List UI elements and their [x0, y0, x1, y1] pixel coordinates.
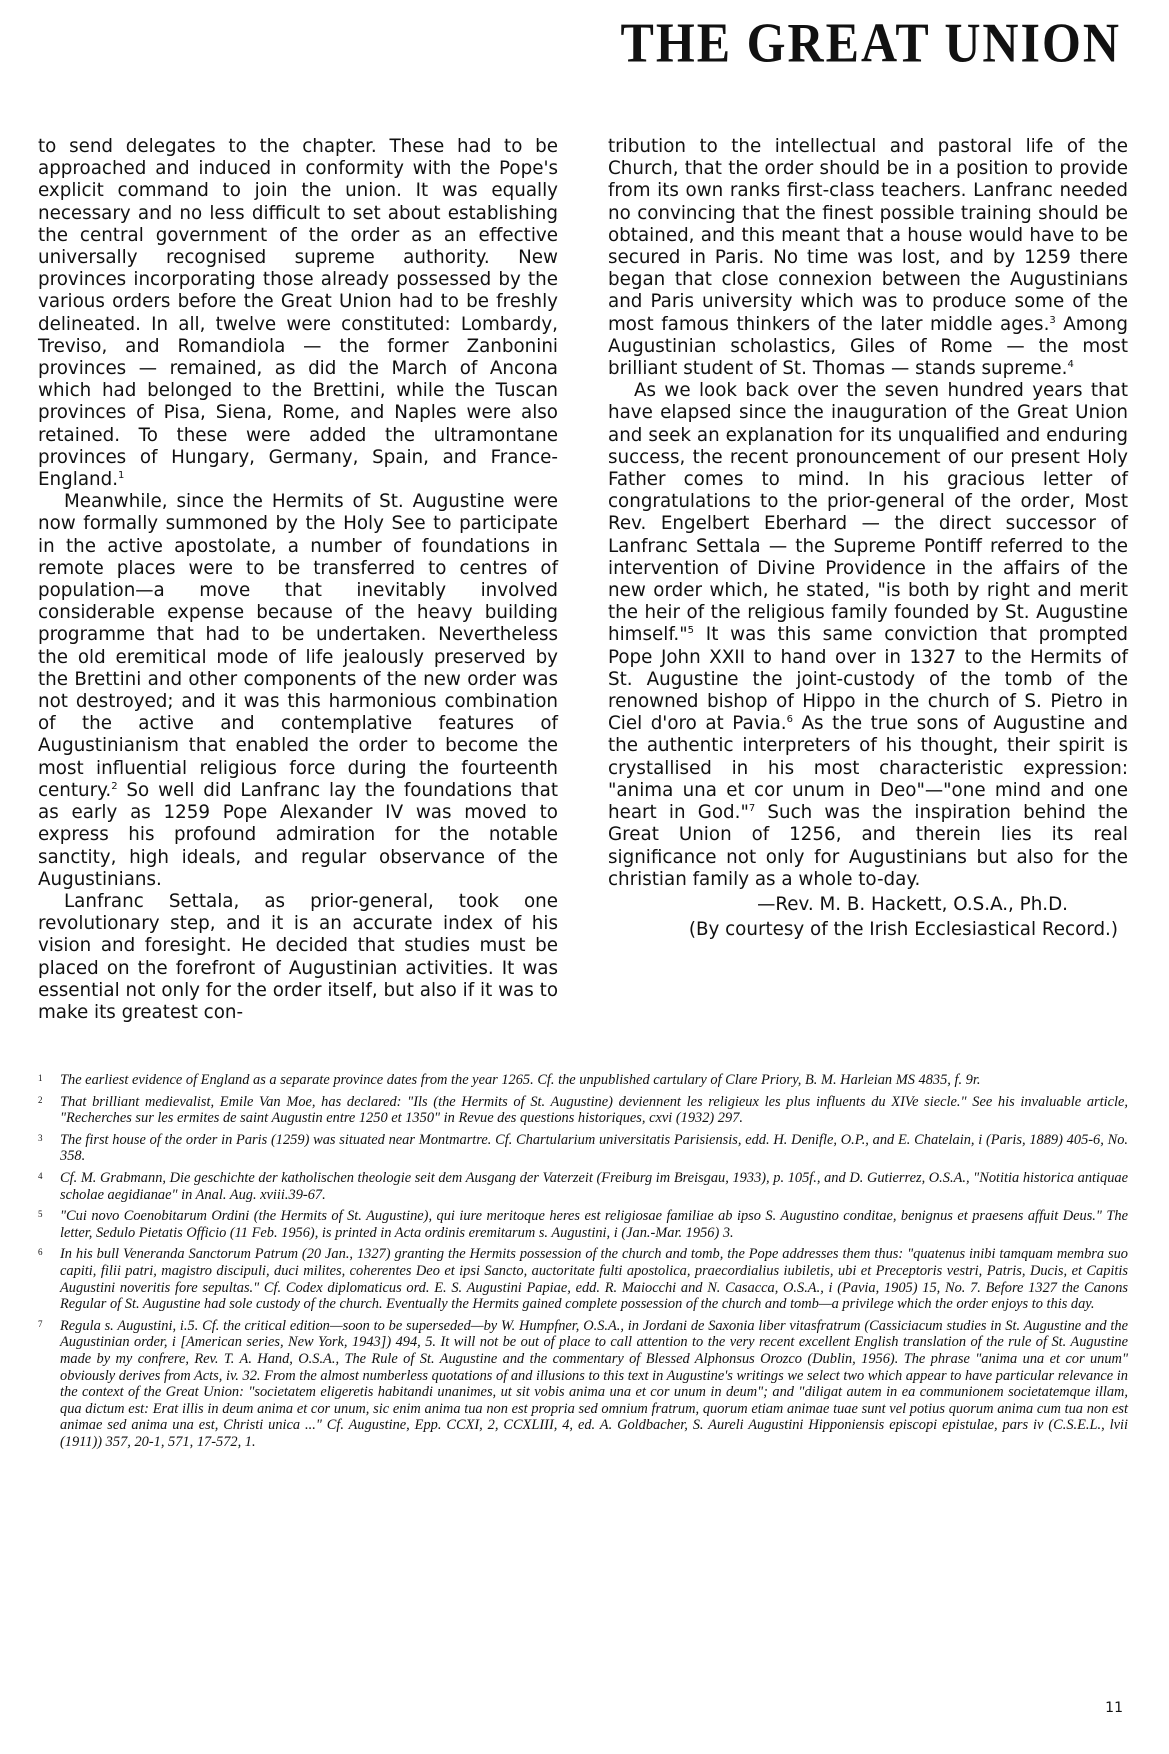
footnotes	[38, 1072, 1128, 1455]
footnote-number: 1	[38, 1073, 43, 1083]
footnote: 5 "Cui novo Coenobitarum Ordini (the Hermits of St. Augustine), qui iure meritoque heres est religiosae familiae ab ipso S. Augustino conditae, benignus et praesens affuit Deus." The letter, Sedulo Pietatis Officio (11 Feb. 1956), is printed in Acta ordinis eremitarum s. Augustini, i (Jan.-Mar. 1956) 3.	[38, 1208, 1128, 1241]
paragraph: Lanfranc Settala, as prior-general, took one revolutionary step, and it is an accurate index of his vision and foresight. He decided that studies must be placed on the forefront of Augustinian activities. It was essential not only for the order itself, but also if it was to make its greatest con-	[38, 890, 558, 1023]
footnote: 3 The first house of the order in Paris (1259) was situated near Montmartre. Cf. Chartularium universitatis Parisiensis, edd. H. Denifle, O.P., and E. Chatelain, i (Paris, 1889) 405-6, No. 358.	[38, 1131, 1128, 1165]
footnote-ref[interactable]: 3	[1049, 314, 1056, 326]
footnote-number: 6	[38, 1247, 43, 1258]
paragraph: As we look back over the seven hundred years that have elapsed since the inauguration of the Great Union and seek an explanation for its unqualified and enduring success, the recent pronouncement of our present Holy Father comes to mind. In his gracious letter of congratulations to the prior-general of the order, Most Rev. Engelbert Eberhard — the direct successor of Lanfranc Settala — the Supreme Pontiff referred to the intervention of Divine Providence in the affairs of the new order which, he stated, "is both by right and merit the heir of the religious family founded by St. Augustine himself."$^5$ It was this same conviction that prompted Pope John XXII to hand over in 1327 to the Hermits of St. Augustine the joint-custody of the tomb of the renowned bishop of Hippo in the church of S. Pietro in Ciel d'oro at Pavia.$^6$ As the true sons of Augustine and the authentic interpreters of his thought, their spirit is crystallised in his most characteristic expression: "anima una et cor unum in Deo"—"one mind and one heart in God."$^7$ Such was the inspiration behind the Great Union of 1256, and therein lies its real significance not only for Augustinians but also for the christian family as a whole to-day.	[608, 380, 1129, 890]
footnote: 4 Cf. M. Grabmann, Die geschichte der katholischen theologie seit dem Ausgang der Vaterzeit (Freiburg im Breisgau, 1933), p. 105f., and D. Gutierrez, O.S.A., "Notitia historica antiquae scholae aegidianae" in Anal. Aug. xviii.39-67.	[38, 1169, 1128, 1203]
footnote-number: 3	[38, 1132, 43, 1143]
page-number: 11	[1105, 1700, 1123, 1716]
footnote-ref[interactable]: 6	[786, 714, 793, 726]
paragraph: Meanwhile, since the Hermits of St. Augustine were now formally summoned by the Holy See to participate in the active apostolate, a number of foundations in remote places were to be transferred to centres of population—a move that inevitably involved considerable expense because of the heavy building programme that had to be undertaken. Nevertheless the old eremitical mode of life jealously preserved by the Brettini and other components of the new order was not destroyed; and it was this harmonious combination of the active and contemplative features of Augustinianism that enabled the order to become the most influential religious force during the fourteenth century.$^2$ So well did Lanfranc lay the foundations that as early as 1259 Pope Alexander IV was moved to express his profound admiration for the notable sanctity, high ideals, and regular observance of the Augustinians.	[38, 491, 558, 890]
page-header-title: THE GREAT UNION	[620, 11, 1121, 74]
footnote: 2 That brilliant medievalist, Emile Van Moe, has declared: "Ils (the Hermits of St. Augustine) deviennent les religieux les plus influents du XIVe siecle." See his invaluable article, "Recherches sur les ermites de saint Augustin entre 1250 et 1350" in Revue des questions historiques, cxvi (1932) 297.	[38, 1093, 1128, 1127]
footnote-ref[interactable]: 2	[111, 780, 118, 792]
paragraph: tribution to the intellectual and pastoral life of the Church, that the order should be in a position to provide from its own ranks first-class teachers. Lanfranc needed no convincing that the finest possible training should be obtained, and this meant that a house would have to be secured in Paris. No time was lost, and by 1259 there began that close connexion between the Augustinians and Paris university which was to produce some of the most famous thinkers of the later middle ages.$^3$ Among Augustinian scholastics, Giles of Rome — the most brilliant student of St. Thomas — stands supreme.$^4$	[608, 136, 1128, 380]
footnote-ref[interactable]: 7	[748, 803, 756, 814]
footnote: 7 Regula s. Augustini, i.5. Cf. the critical edition—soon to be superseded—by W. Humpfner, O.S.A., in Jordani de Saxonia liber vitasfratrum (Cassiciacum studies in St. Augustine and the Augustinian order, i [American series, New York, 1943]) 494, 5. It will not be out of place to call attention to the very recent excellent English translation of the rule of St. Augustine made by my confrere, Rev. T. A. Hand, O.S.A., The Rule of St. Augustine and the commentary of Blessed Alphonsus Orozco (Dublin, 1956). The phrase "anima una et cor unum" obviously derives from Acts, iv. 32. From the almost numberless quotations of and illusions to this text in Augustine's writings we select two which appear to have particular relevance in the context of the Great Union: "societatem eligeretis habitandi unanimes, ut sit vobis anima una et cor unum in deum"; and "diligat autem in ea communionem societatemque illam, qua dictum est: Erat illis in deum anima et cor unum, sic enim anima tua non est propria sed omnium fratrum, quorum etiam animae tuae sunt vel potius quorum anima cum tua non est animae sed anima una est, Christi unica ..." Cf. Augustine, Epp. CCXI, 2, CCXLIII, 4, ed. A. Goldbacher, S. Aureli Augustini Hipponiensis episcopi epistulae, pars iv (C.S.E.L., lvii (1911)) 357, 20-1, 571, 17-572, 1.	[38, 1317, 1128, 1450]
footnote-ref[interactable]: 1	[118, 469, 125, 481]
footnote-number: 7	[38, 1318, 43, 1329]
footnote-ref[interactable]: 5	[687, 625, 695, 637]
footnote: 1 The earliest evidence of England as a separate province dates from the year 1265. Cf. the unpublished cartulary of Clare Priory, B. M. Harleian MS 4835, f. 9r.	[38, 1072, 981, 1088]
paragraph: to send delegates to the chapter. These had to be approached and induced in conformity with the Pope's explicit command to join the union. It was equally necessary and no less difficult to set about establishing the central government of the order as an effective universally recognised supreme authority. New provinces incorporating those already possessed by the various orders before the Great Union had to be freshly delineated. In all, twelve were constituted: Lombardy, Treviso, and Romandiola — the former Zanbonini provinces — remained, as did the March of Ancona which had belonged to the Brettini, while the Tuscan provinces of Pisa, Siena, Rome, and Naples were also retained. To these were added the ultramontane provinces of Hungary, Germany, Spain, and France-England.$^1$	[38, 136, 558, 491]
left-column	[38, 136, 558, 1056]
author-signature: —Rev. M. B. Hackett, O.S.A., Ph.D.	[757, 893, 1068, 915]
footnote: 6 In his bull Veneranda Sanctorum Patrum (20 Jan., 1327) granting the Hermits possession of the church and tomb, the Pope addresses them thus: "quatenus inibi tamquam membra suo capiti, filii patri, magistro discipuli, duci milites, coherentes Deo et ipsi Sancto, auctoritate fulti apostolica, praecordialius iubiletis, ubi et Preceptoris vestri, Patris, Ducis, et Capitis Augustini noveritis fore sepultas." Cf. Codex diplomaticus ord. E. S. Augustini Papiae, edd. R. Maiocchi and N. Casacca, O.S.A., i (Pavia, 1905) 15, No. 7. Before 1327 the Canons Regular of St. Augustine had sole custody of the church. Eventually the Hermits gained complete possession of the church and tomb—a privilege which the order enjoys to this day.	[38, 1246, 1128, 1313]
footnote-number: 4	[38, 1170, 43, 1181]
article-body	[38, 136, 1128, 1056]
footnote-number: 5	[38, 1209, 43, 1220]
footnote-ref[interactable]: 4	[1067, 358, 1074, 370]
footnote-number: 2	[38, 1094, 43, 1105]
courtesy-credit: (By courtesy of the Irish Ecclesiastical Record.)	[688, 919, 1118, 941]
right-column	[608, 136, 1128, 1056]
